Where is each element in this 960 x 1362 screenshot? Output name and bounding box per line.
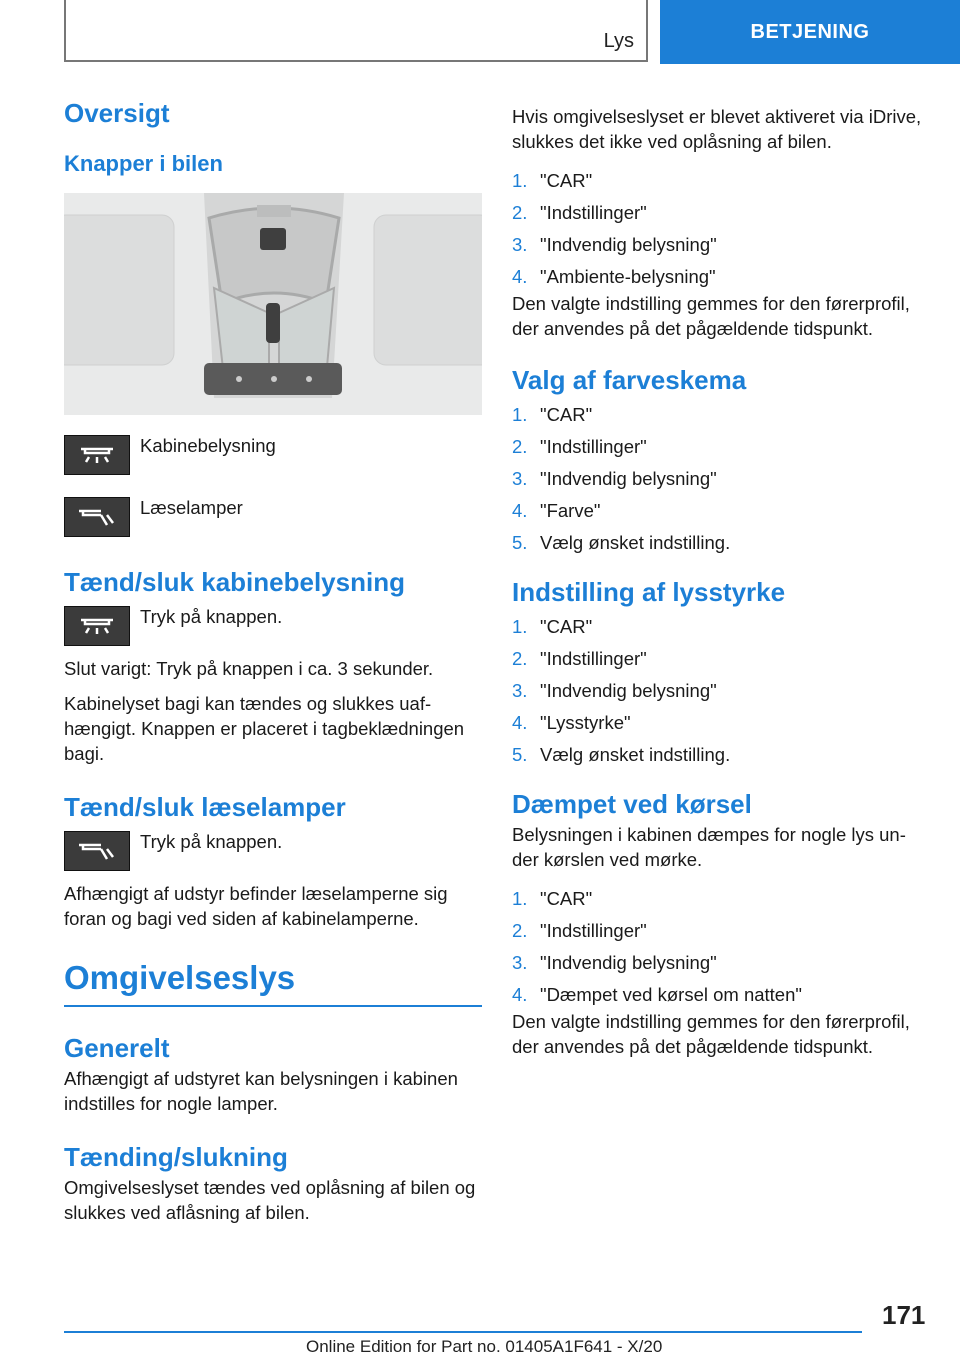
list-item: 2. "Indstillinger" [512, 920, 647, 941]
general-title: Generelt [64, 1033, 170, 1063]
list-item: 3. "Indvendig belysning" [512, 680, 717, 701]
reading-light-icon [64, 831, 130, 871]
reading-light-instruction-text: Tryk på knappen. [140, 831, 283, 852]
list-item: 1. "CAR" [512, 888, 593, 909]
header-section: Lys [603, 30, 634, 52]
footer-rule [64, 1331, 862, 1333]
overview-title: Oversigt [64, 98, 170, 128]
footer-edition: Online Edition for Part no. 01405A1F641 - X/20 [306, 1337, 663, 1356]
general-text: Afhængigt af udstyret kan belysningen i kabinen indstilles for nogle lamper. [64, 1068, 458, 1114]
page-number: 171 [882, 1300, 926, 1330]
cabin-light-instruction-text: Tryk på knappen. [140, 606, 283, 627]
list-item: 3. "Indvendig belysning" [512, 952, 717, 973]
brightness-title: Indstilling af lysstyrke [512, 577, 786, 607]
reading-light-icon [64, 497, 130, 537]
list-item: 4. "Dæmpet ved kørsel om natten" [512, 984, 802, 1005]
cabin-light-instruction [64, 604, 482, 646]
dimmed-title: Dæmpet ved kørsel [512, 789, 752, 819]
header-chapter-tab[interactable]: BETJENING [660, 0, 960, 64]
list-item: 4. "Lysstyrke" [512, 712, 631, 733]
right-column [512, 104, 932, 1069]
list-item: 3. "Indvendig belysning" [512, 234, 717, 255]
cabin-light-rear-note: Kabinelyset bagi kan tændes og slukkes uaf-hængigt. Knappen er placeret i tagbeklædningen bagi. [64, 693, 465, 764]
cabin-light-icon [64, 606, 130, 646]
list-item: 5. Vælg ønsket indstilling. [512, 744, 731, 765]
button-item-cabin-light [64, 433, 482, 475]
list-item: 2. "Indstillinger" [512, 202, 647, 223]
idrive-note: Hvis omgivelseslyset er blevet aktiveret via iDrive, slukkes det ikke ved oplåsning af bilen. [512, 106, 922, 152]
onoff-title: Tænding/slukning [64, 1142, 288, 1172]
list-item: 1. "CAR" [512, 404, 593, 425]
list-item: 5. Vælg ønsket indstilling. [512, 532, 731, 553]
left-column [64, 98, 482, 1235]
cabin-light-permanent-off: Slut varigt: Tryk på knappen i ca. 3 sekunder. [64, 658, 434, 679]
reading-light-label: Læselamper [140, 497, 243, 518]
ambient-steps [512, 168, 932, 289]
button-item-reading-light [64, 495, 482, 537]
dimmed-profile-note: Den valgte indstilling gemmes for den førerprofil, der anvendes på det pågældende tidspunkt. [512, 1011, 910, 1057]
reading-light-title: Tænd/sluk læselamper [64, 792, 346, 822]
list-item: 2. "Indstillinger" [512, 436, 647, 457]
roof-console-illustration [64, 193, 482, 415]
onoff-text: Omgivelseslyset tændes ved oplåsning af bilen og slukkes ved aflåsning af bilen. [64, 1177, 476, 1223]
brightness-steps [512, 614, 932, 767]
cabin-light-icon [64, 435, 130, 475]
chapter-title: Omgivelseslys [64, 959, 482, 1007]
list-item: 1. "CAR" [512, 170, 593, 191]
dimmed-steps [512, 886, 932, 1007]
list-item: 4. "Farve" [512, 500, 601, 521]
cabin-light-title: Tænd/sluk kabinebelysning [64, 567, 405, 597]
list-item: 2. "Indstillinger" [512, 648, 647, 669]
list-item: 1. "CAR" [512, 616, 593, 637]
header-frame [64, 0, 648, 62]
color-scheme-steps [512, 402, 932, 555]
reading-light-location-note: Afhængigt af udstyr befinder læselamperne sig foran og bagi ved siden af kabinelamperne. [64, 883, 448, 929]
roof-console-photo [64, 193, 482, 415]
dimmed-text: Belysningen i kabinen dæmpes for nogle lys un-der kørslen ved mørke. [512, 824, 906, 870]
cabin-light-label: Kabinebelysning [140, 435, 276, 456]
list-item: 4. "Ambiente-belysning" [512, 266, 716, 287]
reading-light-instruction [64, 829, 482, 871]
list-item: 3. "Indvendig belysning" [512, 468, 717, 489]
color-scheme-title: Valg af farveskema [512, 365, 747, 395]
buttons-title: Knapper i bilen [64, 151, 223, 176]
profile-note: Den valgte indstilling gemmes for den førerprofil, der anvendes på det pågældende tidspunkt. [512, 293, 910, 339]
